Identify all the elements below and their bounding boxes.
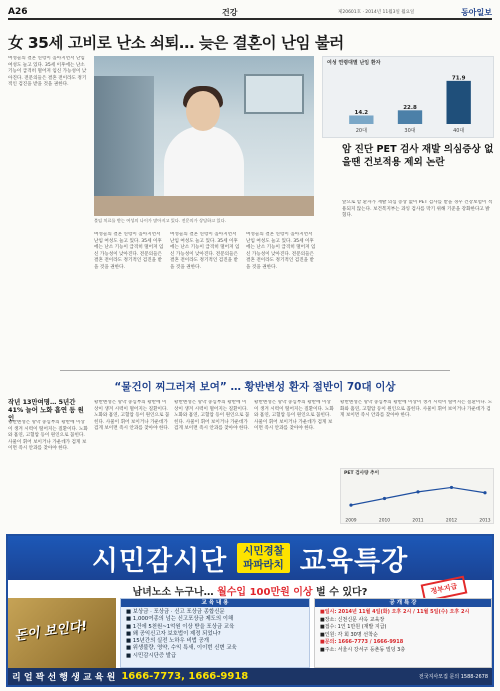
ad-stamp: 정부지급 <box>421 576 468 603</box>
chart-category-label: 30대 <box>404 128 416 134</box>
chart-point <box>450 486 453 489</box>
side-article <box>342 200 494 360</box>
article-text: 여성들의 결혼 연령이 높아지면서 난임 여성도 늘고 있다. 35세 이후에는 난소 기능이 급격히 떨어져 임신 가능성이 낮아진다. 전문의들은 결혼 전이라도 정기적인 검진을 받을 것을 권한다. <box>246 232 316 270</box>
infographic-chart <box>322 56 494 138</box>
ad-schedule-item: ■접수: 1인 1만원 (재발 지급) <box>320 624 387 630</box>
ad-schedule-title: 공 개 특 강 <box>315 599 491 607</box>
chart-point <box>416 490 419 493</box>
chart-value-label: 14.2 <box>354 109 369 116</box>
chart2-title: PET 검사량 추이 <box>344 471 380 476</box>
ad-badge-line2: 파파라치 <box>243 559 284 571</box>
article2-column-3 <box>174 400 250 524</box>
ad-recruit: 전국지사모집 문의 1588-2678 <box>418 673 488 680</box>
chart-category-label: 20대 <box>355 128 367 134</box>
ad-money-text: 돈이 보인다! <box>13 618 89 645</box>
ad-course-title: 교 육 내 용 <box>121 599 309 607</box>
ad-banner <box>8 536 492 580</box>
photo-caption: 불임 치료를 받는 여성의 나이가 많아지고 있다. 전문의가 상담하고 있다. <box>94 218 226 223</box>
article-column-3 <box>170 232 242 362</box>
chart-category-label: 2013 <box>479 518 491 523</box>
ad-sub-prefix: 남녀노소 누구나… <box>132 587 218 598</box>
article2-text: 황반변성은 망막 중심부의 황반에 이상이 생겨 시력이 떨어지는 질환이다. 노화와 흡연, 고혈압 등이 원인으로 꼽힌다. 사물이 휘어 보이거나 가운데가 검게 보이면 즉시 안과를 찾아야 한다. <box>340 400 493 419</box>
chart-category-label: 40대 <box>453 128 465 134</box>
ad-sub-suffix: 벌 수 있다? <box>312 587 368 598</box>
chart-point <box>383 497 386 500</box>
chart-category-label: 2012 <box>445 518 458 523</box>
chart-bar <box>349 115 373 124</box>
chart-category-label: 2009 <box>345 518 357 523</box>
article-column-4 <box>246 232 318 362</box>
ad-course-item: ■ 보상금 · 포상금 · 신고 포상금 종합신문 <box>126 609 225 615</box>
ad-course-item: ■ 왜 공익신고자 보호법이 제정 되었나? <box>126 630 221 637</box>
article2-text: 황반변성은 망막 중심부의 황반에 이상이 생겨 시력이 떨어지는 질환이다. 노화와 흡연, 고혈압 등이 원인으로 꼽힌다. 사물이 휘어 보이거나 가운데가 검게 보이면 즉시 안과를 찾아야 한다. <box>94 400 170 432</box>
page-number: A26 <box>8 7 28 17</box>
ad-course-item: ■ 1,000여종의 넘는 신고포상금 제도의 이해 <box>126 616 234 623</box>
article2-column-4 <box>254 400 334 524</box>
ad-schedule-item: ■일시: 2014년 11월 4일(화) 오후 2시 / 11월 5일(수) 오후 2시 <box>320 609 470 615</box>
ad-course-item: ■ 1건에 5천원~1억원 이상 받을 포상금 교육 <box>126 623 235 630</box>
ad-schedule-item: ■문의: 1666-7773 / 1666-9918 <box>320 639 404 645</box>
issue-info: 제20601호 · 2014년 11월3일 월요일 <box>338 10 415 15</box>
chart-point <box>349 504 352 507</box>
chart-point <box>483 491 486 494</box>
ad-subtitle <box>8 583 492 598</box>
ad-money-image <box>8 598 116 668</box>
bar-chart <box>323 68 493 134</box>
article-text: 여성들의 결혼 연령이 높아지면서 난임 여성도 늘고 있다. 35세 이후에는 난소 기능이 급격히 떨어져 임신 가능성이 낮아진다. 전문의들은 결혼 전이라도 정기적인 검진을 받을 것을 권한다. <box>94 232 164 270</box>
page-header <box>8 6 492 20</box>
article-column-2 <box>94 232 166 362</box>
line-chart <box>341 477 493 523</box>
side-headline: 암 진단 PET 검사 재발 의심증상 없을땐 건보적용 제외 논란 <box>342 144 494 168</box>
doctor-photo <box>94 56 314 216</box>
ad-schedule-item: ■인원: 각 회 30명 선착순 <box>320 631 378 638</box>
chart-series-line <box>351 487 485 505</box>
ad-course-item: ■ 15년간의 실전 노하우 비법 공개 <box>126 638 210 645</box>
mini-headline: 작년 13만여명… 5년간 41% 늘어 노화 흡연 등 원인 <box>8 398 84 422</box>
pet-chart <box>340 468 494 524</box>
ad-title-2: 교육특강 <box>299 545 409 577</box>
article-text: 여성들의 결혼 연령이 높아지면서 난임 여성도 늘고 있다. 35세 이후에는 난소 기능이 급격히 떨어져 임신 가능성이 낮아진다. 전문의들은 결혼 전이라도 정기적인 검진을 받을 것을 권한다. <box>170 232 240 270</box>
advertisement <box>6 534 494 687</box>
side-article-text: 앞으로 암 환자가 재발 의심 증상 없이 PET 검사를 받을 경우 건강보험이 적용되지 않는다. 보건복지부는 과잉 검사를 막기 위해 기준을 강화한다고 밝혔다. <box>342 200 493 219</box>
chart-value-label: 22.8 <box>403 104 417 111</box>
section-label: 건강 <box>222 7 238 17</box>
second-headline: “물건이 찌그러져 보여” … 황반변성 환자 절반이 70대 이상 <box>60 370 450 394</box>
newspaper-logo: 동아일보 <box>461 6 492 17</box>
article2-text: 황반변성은 망막 중심부의 황반에 이상이 생겨 시력이 떨어지는 질환이다. 노화와 흡연, 고혈압 등이 원인으로 꼽힌다. 사물이 휘어 보이거나 가운데가 검게 보이면 즉시 안과를 찾아야 한다. <box>174 400 250 432</box>
ad-course-item: ■ 시민감시단증 발급 <box>126 652 177 659</box>
ad-footer <box>8 668 492 685</box>
main-headline: 女 35세 고비로 난소 쇠퇴… 늦은 결혼이 난임 불러 <box>8 34 344 52</box>
ad-title-1: 시민감시단 <box>91 545 228 577</box>
ad-schedule-item: ■장소: 신천신문 사옥 교육장 <box>320 616 385 623</box>
chart-category-label: 2011 <box>412 518 424 523</box>
article2-column-5 <box>340 400 494 464</box>
article2-column-1 <box>8 420 88 524</box>
ad-schedule <box>314 598 492 668</box>
article2-text: 황반변성은 망막 중심부의 황반에 이상이 생겨 시력이 떨어지는 질환이다. 노화와 흡연, 고혈압 등이 원인으로 꼽힌다. 사물이 휘어 보이거나 가운데가 검게 보이면 즉시 안과를 찾아야 한다. <box>254 400 334 432</box>
chart-value-label: 71.9 <box>451 75 466 82</box>
article2-text: 황반변성은 망막 중심부의 황반에 이상이 생겨 시력이 떨어지는 질환이다. 노화와 흡연, 고혈압 등이 원인으로 꼽힌다. 사물이 휘어 보이거나 가운데가 검게 보이면 즉시 안과를 찾아야 한다. <box>8 420 88 452</box>
ad-phone: 1666-7773, 1666-9918 <box>121 671 249 682</box>
ad-badge-line1: 시민경찰 <box>243 545 284 557</box>
chart-bar <box>447 81 471 124</box>
article-column-1 <box>8 56 88 356</box>
ad-course-contents <box>120 598 310 668</box>
ad-schedule-item: ■주소: 서울시 강서구 등촌동 빌딩 3층 <box>320 646 406 653</box>
article2-column-2 <box>94 400 170 524</box>
article-text: 여성들의 결혼 연령이 높아지면서 난임 여성도 늘고 있다. 35세 이후에는 난소 기능이 급격히 떨어져 임신 가능성이 낮아진다. 전문의들은 결혼 전이라도 정기적인 검진을 받을 것을 권한다. <box>8 56 87 88</box>
chart-title: 여성 연령대별 난임 환자 <box>327 60 381 66</box>
chart-category-label: 2010 <box>378 518 391 523</box>
ad-sub-highlight: 월수입 100만원 이상 <box>217 587 313 598</box>
ad-brand: 리 얼 꽉 선 행 생 교 육 원 <box>12 673 116 683</box>
chart-bar <box>398 110 422 124</box>
ad-badge <box>237 543 290 573</box>
ad-course-item: ■ 위생불량, 영약, 수익 특새, 이이번 신변 교육 <box>126 645 237 652</box>
